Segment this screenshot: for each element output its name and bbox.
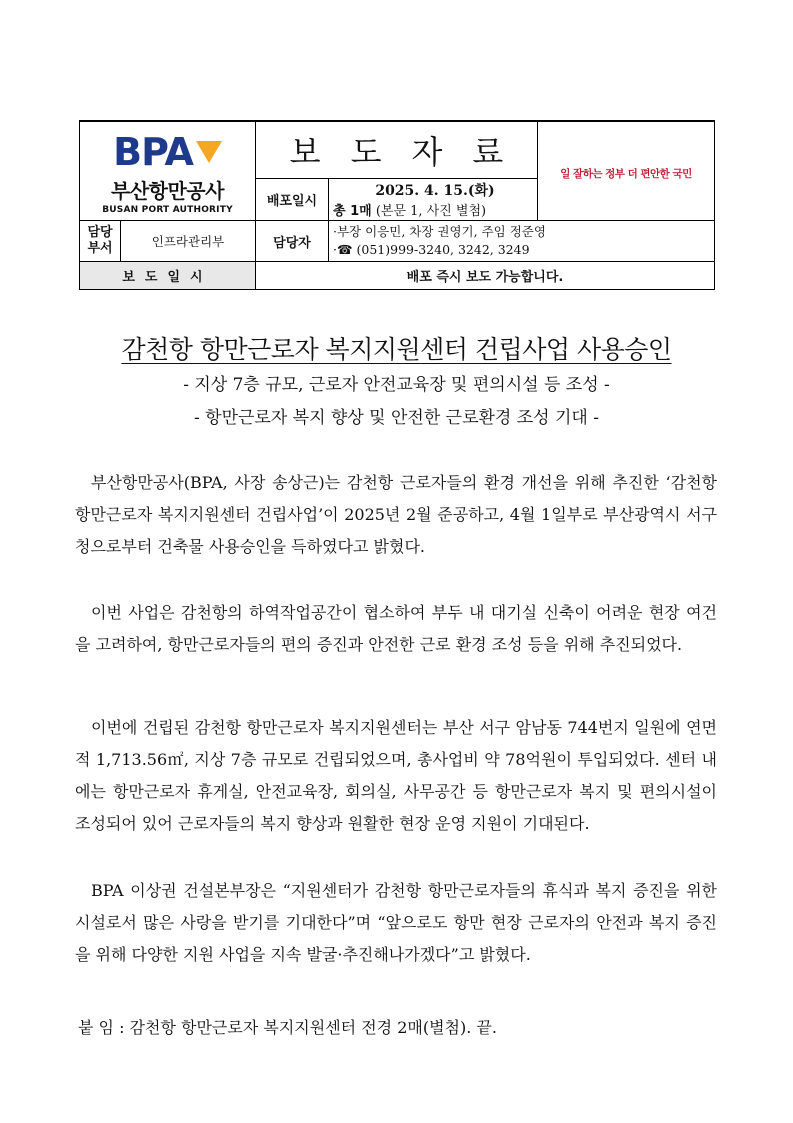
org-name-ko: 부산항만공사 [111, 179, 224, 203]
attachment-note: 붙 임 : 감천항 항만근로자 복지지원센터 전경 2매(별첨). 끝. [78, 1018, 497, 1037]
release-date: 2025. 4. 15.(화) [375, 183, 495, 199]
logo-cell [80, 121, 256, 221]
article-subtitle-2: - 항만근로자 복지 향상 및 안전한 근로환경 조성 기대 - [194, 408, 599, 428]
press-release-title: 보도자료 [256, 121, 538, 179]
contact-phone: ·☎ (051)999-3240, 3242, 3249 [333, 242, 530, 257]
dept-label [80, 221, 121, 261]
government-slogan: 일 잘하는 정부 더 편안한 국민 [560, 167, 692, 180]
page-count-bold: 총 1매 [333, 204, 372, 219]
paragraph-1: 부산항만공사(BPA, 사장 송상근)는 감천항 근로자들의 환경 개선을 위해 추진한 ‘감천항 항만근로자 복지지원센터 건립사업’이 2025년 2월 준공하고, 4월 1일부로 부산광역시 서구청으로부터 건축물 사용승인을 득하였다고 밝혔다. [75, 473, 717, 556]
report-time-label: 보도일시 [80, 262, 256, 290]
dept-value: 인프라관리부 [151, 234, 225, 249]
release-date-cell [329, 179, 538, 221]
paragraph-4: BPA 이상권 건설본부장은 “지원센터가 감천항 항만근로자들의 휴식과 복지 증진을 위한 시설로서 많은 사랑을 받기를 기대한다”며 “앞으로도 항만 현장 근로자의 안전과 복지 증진을 위해 다양한 지원 사업을 지속 발굴·추진해나가겠다”고 밝혔다. [75, 881, 717, 964]
contact-names: ·부장 이응민, 차장 권영기, 주임 정준영 [333, 224, 546, 239]
paragraph-2: 이번 사업은 감천항의 하역작업공간이 협소하여 부두 내 대기실 신축이 어려운 현장 여건을 고려하여, 항만근로자들의 편의 증진과 안전한 근로 환경 조성 등을 위해 추진되었다. [75, 603, 717, 654]
slogan-cell [538, 121, 715, 221]
contact-label: 담당자 [256, 221, 329, 262]
dept-row-cell [80, 221, 256, 262]
press-header-table [79, 120, 715, 290]
org-name-en: BUSAN PORT AUTHORITY [102, 205, 233, 215]
paragraph-3: 이번에 건립된 감천항 항만근로자 복지지원센터는 부산 서구 암남동 744번지 일원에 연면적 1,713.56㎡, 지상 7층 규모로 건립되었으며, 총사업비 약 78억원이 투입되었다. 센터 내에는 항만근로자 휴게실, 안전교육장, 회의실, 사무공간 등 항만근로자 복지 및 편의시설이 조성되어 있어 근로자들의 복지 향상과 원활한 현장 운영 지원이 기대된다. [75, 718, 717, 833]
dept-label-line2: 부서 [87, 241, 113, 256]
page-count [333, 200, 537, 219]
bpa-logo-text: BPA [113, 130, 193, 174]
article-title-text: 감천항 항만근로자 복지지원센터 건립사업 사용승인 [121, 335, 672, 364]
article-subtitle-1: - 지상 7층 규모, 근로자 안전교육장 및 편의시설 등 조성 - [183, 375, 610, 395]
triangle-icon [196, 141, 222, 163]
contact-cell [329, 221, 715, 262]
release-date-label: 배포일시 [256, 179, 329, 221]
dept-label-line1: 담당 [87, 225, 113, 240]
article-title [0, 330, 793, 366]
report-time-value: 배포 즉시 보도 가능합니다. [256, 262, 715, 290]
bpa-logo [80, 130, 255, 174]
page-count-detail: (본문 1, 사진 별첨) [371, 204, 487, 219]
